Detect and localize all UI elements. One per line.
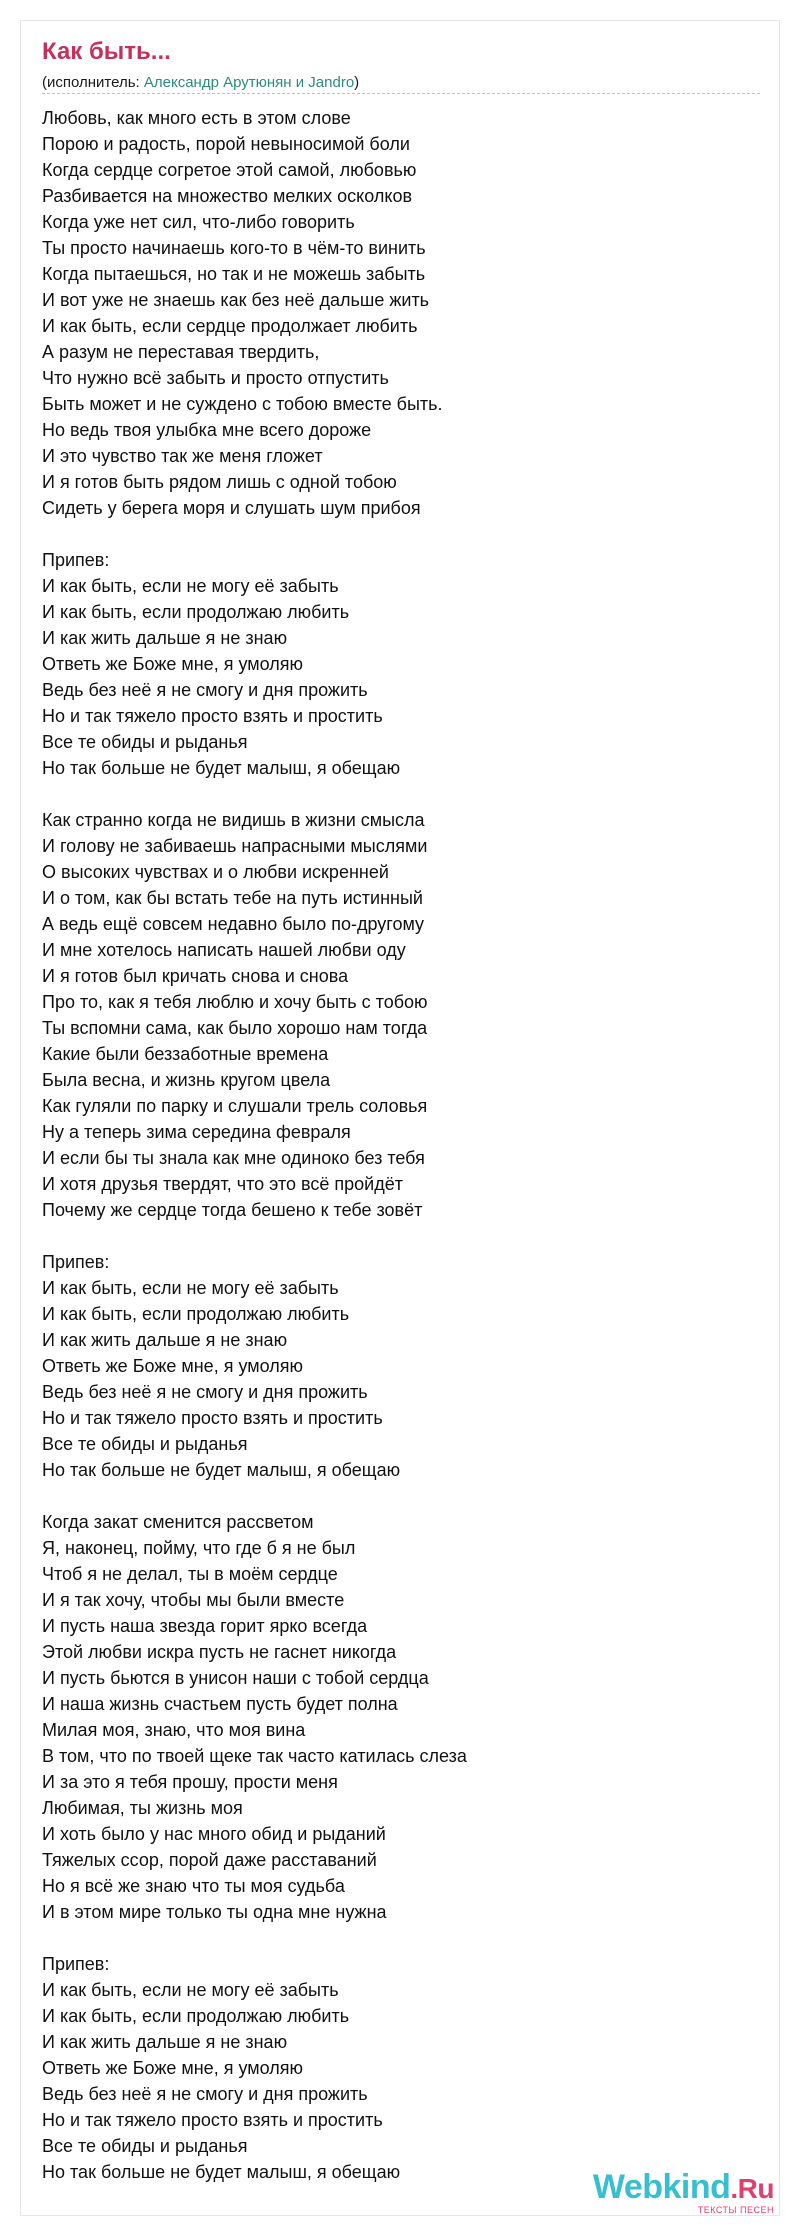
lyric-line: И я готов был кричать снова и снова bbox=[42, 966, 349, 986]
lyric-line: И как быть, если сердце продолжает любить bbox=[42, 316, 418, 336]
song-title: Как быть... bbox=[42, 38, 171, 65]
lyric-line: Тяжелых ссор, порой даже расставаний bbox=[42, 1850, 377, 1870]
lyric-line: Чтоб я не делал, ты в моём сердце bbox=[42, 1564, 338, 1584]
lyric-line: И как быть, если не могу её забыть bbox=[42, 1980, 339, 2000]
performer-suffix: ) bbox=[354, 74, 360, 91]
lyric-line: И хоть было у нас много обид и рыданий bbox=[42, 1824, 386, 1844]
lyric-line: Разбивается на множество мелких осколков bbox=[42, 186, 413, 206]
lyric-line: И если бы ты знала как мне одиноко без тебя bbox=[42, 1148, 425, 1168]
lyric-line: Ты просто начинаешь кого-то в чём-то винить bbox=[42, 238, 426, 258]
lyric-line: Ведь без неё я не смогу и дня прожить bbox=[42, 2084, 368, 2104]
lyric-line: И как быть, если продолжаю любить bbox=[42, 2006, 350, 2026]
lyric-line: Что нужно всё забыть и просто отпустить bbox=[42, 368, 389, 388]
lyric-line: Но и так тяжело просто взять и простить bbox=[42, 1408, 383, 1428]
lyrics-stanza bbox=[42, 1509, 742, 1925]
lyric-line: Почему же сердце тогда бешено к тебе зовёт bbox=[42, 1200, 423, 1220]
lyric-line: И это чувство так же меня гложет bbox=[42, 446, 323, 466]
lyric-line: Ну а теперь зима середина февраля bbox=[42, 1122, 351, 1142]
lyrics-stanza bbox=[42, 547, 742, 781]
lyric-line: И как жить дальше я не знаю bbox=[42, 2032, 288, 2052]
lyric-line: Любовь, как много есть в этом слове bbox=[42, 108, 351, 128]
lyric-line: Была весна, и жизнь кругом цвела bbox=[42, 1070, 331, 1090]
lyric-line: Быть может и не суждено с тобою вместе быть. bbox=[42, 394, 443, 414]
lyric-line: Какие были беззаботные времена bbox=[42, 1044, 329, 1064]
lyric-line: И за это я тебя прошу, прости меня bbox=[42, 1772, 338, 1792]
lyric-line: Все те обиды и рыданья bbox=[42, 1434, 248, 1454]
lyric-line: И как жить дальше я не знаю bbox=[42, 628, 288, 648]
lyric-line: И пусть бьются в унисон наши с тобой сердца bbox=[42, 1668, 429, 1688]
lyric-line: И как быть, если продолжаю любить bbox=[42, 602, 350, 622]
lyric-line: И как жить дальше я не знаю bbox=[42, 1330, 288, 1350]
logo-brand: Webkind bbox=[592, 2168, 731, 2206]
lyric-line: Когда уже нет сил, что-либо говорить bbox=[42, 212, 355, 232]
lyric-line: И голову не забиваешь напрасными мыслями bbox=[42, 836, 428, 856]
lyrics-stanza bbox=[42, 105, 742, 521]
lyric-line: Ведь без неё я не смогу и дня прожить bbox=[42, 680, 368, 700]
lyric-line: Когда сердце согретое этой самой, любовью bbox=[42, 160, 417, 180]
lyrics-stanza bbox=[42, 807, 742, 1223]
lyric-line: Припев: bbox=[42, 1252, 110, 1272]
lyric-line: Но так больше не будет малыш, я обещаю bbox=[42, 2162, 401, 2182]
lyric-line: А ведь ещё совсем недавно было по-другому bbox=[42, 914, 425, 934]
lyric-line: Этой любви искра пусть не гаснет никогда bbox=[42, 1642, 397, 1662]
lyric-line: А разум не переставая твердить, bbox=[42, 342, 320, 362]
lyric-line: И как быть, если не могу её забыть bbox=[42, 1278, 339, 1298]
lyric-line: Любимая, ты жизнь моя bbox=[42, 1798, 243, 1818]
lyric-line: И пусть наша звезда горит ярко всегда bbox=[42, 1616, 368, 1636]
logo-domain: .Ru bbox=[730, 2173, 774, 2204]
performer-prefix: (исполнитель: bbox=[42, 74, 144, 91]
lyric-line: Но я всё же знаю что ты моя судьба bbox=[42, 1876, 345, 1896]
lyric-line: И как быть, если не могу её забыть bbox=[42, 576, 339, 596]
lyric-line: Как странно когда не видишь в жизни смысла bbox=[42, 810, 425, 830]
lyric-line: О высоких чувствах и о любви искренней bbox=[42, 862, 389, 882]
lyric-line: И как быть, если продолжаю любить bbox=[42, 1304, 350, 1324]
lyric-line: Порою и радость, порой невыносимой боли bbox=[42, 134, 410, 154]
lyric-line: Но так больше не будет малыш, я обещаю bbox=[42, 758, 401, 778]
lyric-line: И хотя друзья твердят, что это всё пройдёт bbox=[42, 1174, 403, 1194]
performer-link[interactable]: Александр Арутюнян и Jandro bbox=[143, 74, 355, 91]
lyrics-stanza bbox=[42, 1249, 742, 1483]
lyric-line: Все те обиды и рыданья bbox=[42, 732, 248, 752]
lyric-line: Все те обиды и рыданья bbox=[42, 2136, 248, 2156]
lyric-line: Но и так тяжело просто взять и простить bbox=[42, 2110, 383, 2130]
lyric-line: В том, что по твоей щеке так часто катилась слеза bbox=[42, 1746, 467, 1766]
lyric-line: Про то, как я тебя люблю и хочу быть с тобою bbox=[42, 992, 428, 1012]
lyric-line: Ответь же Боже мне, я умоляю bbox=[42, 2058, 303, 2078]
lyrics-stanza bbox=[42, 1951, 742, 2185]
lyric-line: Но ведь твоя улыбка мне всего дороже bbox=[42, 420, 372, 440]
lyric-line: Как гуляли по парку и слушали трель соловья bbox=[42, 1096, 428, 1116]
lyric-line: Ответь же Боже мне, я умоляю bbox=[42, 1356, 303, 1376]
lyric-line: Но так больше не будет малыш, я обещаю bbox=[42, 1460, 401, 1480]
lyric-line: Когда пытаешься, но так и не можешь забыть bbox=[42, 264, 426, 284]
performer-line bbox=[42, 75, 359, 90]
lyric-line: Когда закат сменится рассветом bbox=[42, 1512, 314, 1532]
lyric-line: Ты вспомни сама, как было хорошо нам тогда bbox=[42, 1018, 428, 1038]
lyric-line: И наша жизнь счастьем пусть будет полна bbox=[42, 1694, 398, 1714]
lyric-line: Я, наконец, пойму, что где б я не был bbox=[42, 1538, 356, 1558]
lyric-line: Ведь без неё я не смогу и дня прожить bbox=[42, 1382, 368, 1402]
lyric-line: Но и так тяжело просто взять и простить bbox=[42, 706, 383, 726]
lyric-line: И я так хочу, чтобы мы были вместе bbox=[42, 1590, 345, 1610]
lyric-line: Милая моя, знаю, что моя вина bbox=[42, 1720, 306, 1740]
lyric-line: И в этом мире только ты одна мне нужна bbox=[42, 1902, 387, 1922]
lyric-line: И мне хотелось написать нашей любви оду bbox=[42, 940, 406, 960]
header-divider bbox=[42, 93, 760, 94]
lyric-line: Припев: bbox=[42, 1954, 110, 1974]
logo-brand-wrap bbox=[593, 2168, 774, 2206]
lyric-line: Ответь же Боже мне, я умоляю bbox=[42, 654, 303, 674]
lyric-line: Припев: bbox=[42, 550, 110, 570]
lyric-line: Сидеть у берега моря и слушать шум прибоя bbox=[42, 498, 421, 518]
logo-tagline: ТЕКСТЫ ПЕСЕН bbox=[697, 2205, 774, 2215]
lyric-line: И о том, как бы встать тебе на путь истинный bbox=[42, 888, 423, 908]
lyric-line: И я готов быть рядом лишь с одной тобою bbox=[42, 472, 397, 492]
lyrics-body bbox=[42, 105, 742, 2185]
lyric-line: И вот уже не знаешь как без неё дальше жить bbox=[42, 290, 430, 310]
webkind-logo[interactable] bbox=[593, 2170, 774, 2215]
